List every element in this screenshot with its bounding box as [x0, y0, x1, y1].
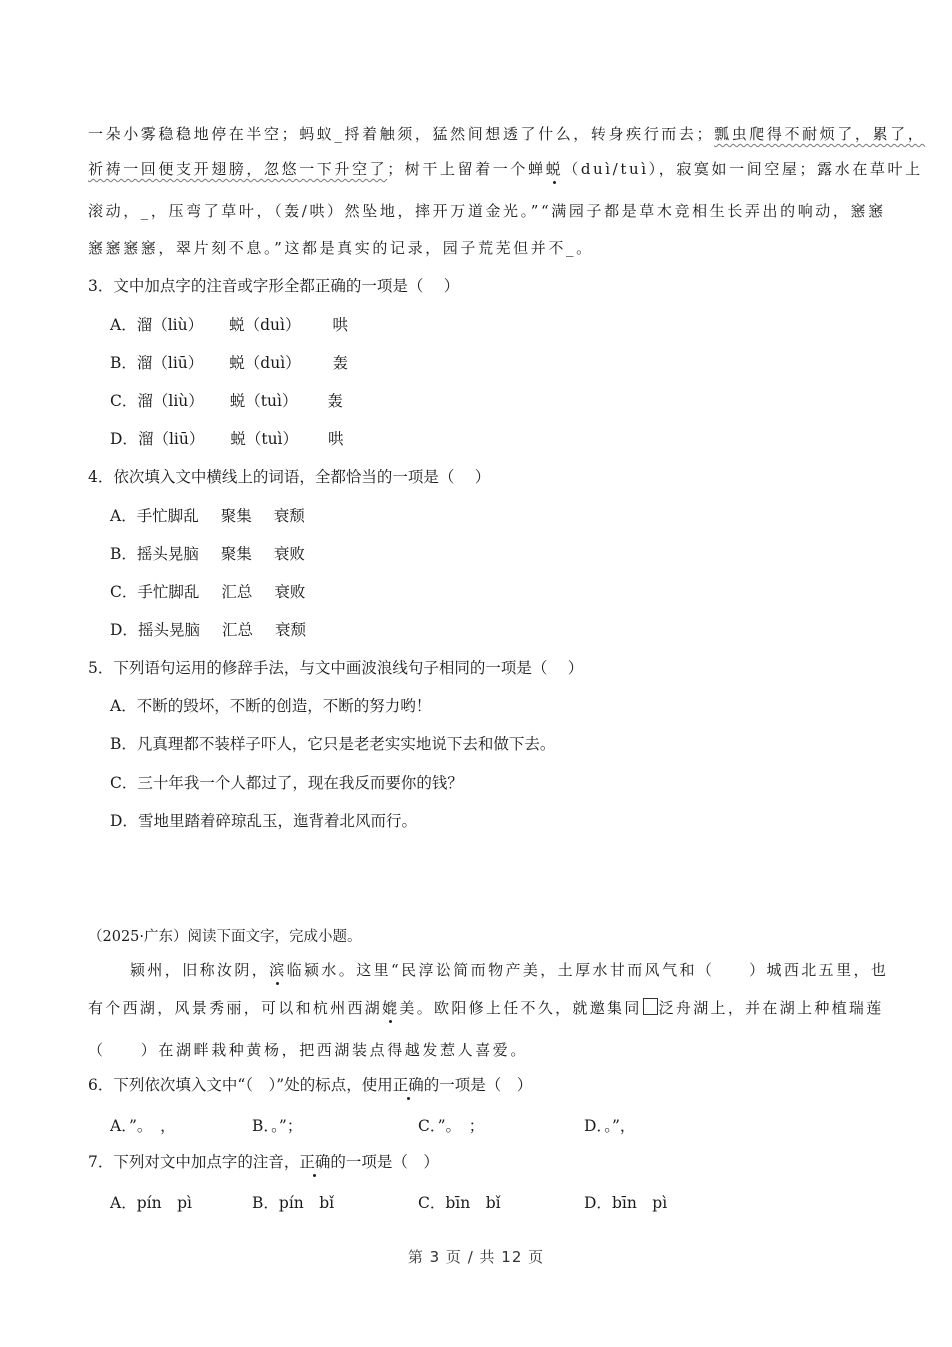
option-a [110, 694, 431, 718]
option-text: 。”； [271, 1117, 303, 1135]
option-part: 哄 [328, 430, 344, 448]
passage-line-4 [88, 236, 594, 260]
option-part: 摇头晃脑 [137, 621, 200, 639]
option-part: 哄 [332, 316, 348, 334]
option-b [110, 542, 305, 566]
option-part: 聚集 [220, 507, 252, 525]
option-part: 手忙脚乱 [136, 507, 199, 525]
option-part: 衰颓 [273, 507, 305, 525]
option-label: D． [110, 621, 138, 639]
option-text: ”。 ； [437, 1117, 485, 1135]
option-label: B． [252, 1117, 272, 1135]
option-label: A． [110, 697, 137, 715]
option-b [110, 351, 348, 375]
passage2-line-1 [130, 958, 888, 982]
option-label: D． [584, 1117, 605, 1135]
stem-text: 的一项是（ ） [423, 1076, 533, 1094]
option-label: D． [110, 812, 138, 830]
option-a [110, 504, 305, 528]
passage-text: 窸窸窸窸，翠片刻不息。”这都是真实的记录，园子荒芜但并不_。 [88, 239, 594, 257]
section-intro: （2025·广东）阅读下面文字，完成小题。 [88, 929, 362, 945]
passage-text: （duì/tuì），寂寞如一间空屋；露水在草叶上 [563, 160, 923, 178]
option-label: C． [110, 392, 138, 410]
passage-text: 一朵小雾稳稳地停在半空；蚂蚁_捋着触须，猛然间想透了什么，转身疾行而去； [88, 125, 715, 143]
question-7-stem [88, 1150, 439, 1174]
passage-line-3 [88, 199, 886, 223]
option-label: C． [418, 1117, 438, 1135]
option-c [110, 771, 463, 795]
option-part: 轰 [327, 392, 343, 410]
option-label: C． [110, 774, 138, 792]
option-d [584, 1191, 667, 1215]
dotted-character: 媲 [382, 999, 400, 1017]
option-label: B． [252, 1194, 279, 1212]
option-text: ”。 ， [128, 1117, 176, 1135]
option-label: B． [110, 545, 137, 563]
option-part: 轰 [332, 354, 349, 372]
option-label: A． [110, 316, 137, 334]
option-c [110, 580, 305, 604]
option-d [110, 809, 417, 833]
option-a [110, 1191, 192, 1215]
passage-line-1 [88, 122, 925, 146]
option-label: B． [110, 354, 137, 372]
question-3-stem: 3．文中加点字的注音或字形全都正确的一项是（ ） [88, 277, 460, 295]
option-d [110, 427, 344, 451]
passage-text: 美。欧阳修上任不久，就邀集同 [399, 999, 642, 1017]
option-part: 汇总 [221, 583, 253, 601]
option-text: bīn bǐ [445, 1194, 501, 1212]
wavy-underlined-sentence: 瓢虫爬得不耐烦了，累了， [714, 125, 926, 143]
stem-text: 的一项是（ ） [330, 1153, 439, 1171]
option-text: 不断的毁坏，不断的创造，不断的努力哟！ [136, 697, 432, 715]
option-part: 溜（liū） [137, 430, 205, 448]
option-d [584, 1114, 635, 1138]
option-b [252, 1191, 334, 1215]
passage-line-2 [88, 157, 923, 181]
passage-text: （ ）在湖畔栽种黄杨，把西湖装点得越发惹人喜爱。 [88, 1041, 529, 1059]
option-a [110, 1114, 176, 1138]
option-part: 溜（liù） [136, 316, 204, 334]
dotted-emphasis: 正确 [299, 1153, 331, 1171]
wavy-underlined-sentence: 祈祷一回便支开翅膀，忽悠一下升空了 [88, 160, 388, 178]
option-label: D． [110, 430, 138, 448]
option-text: 三十年我一个人都过了，现在我反而要你的钱？ [137, 774, 463, 792]
option-part: 蜕（tuì） [229, 392, 298, 410]
missing-character-box [643, 998, 658, 1015]
option-label: A． [110, 1194, 137, 1212]
option-label: B． [110, 735, 137, 753]
option-part: 蜕（tuì） [230, 430, 299, 448]
option-label: A． [110, 507, 137, 525]
stem-text: 6．下列依次填入文中“（ ）”处的标点，使用 [88, 1076, 393, 1094]
passage-text: 滚动，_，压弯了草叶，（轰/哄）然坠地，摔开万道金光。”“满园子都是草木竞相生长弄出的响动，窸窸 [88, 202, 886, 220]
option-part: 摇头晃脑 [136, 545, 199, 563]
option-c [110, 389, 343, 413]
option-c [418, 1191, 501, 1215]
option-text: pín bǐ [278, 1194, 335, 1212]
option-label: A． [110, 1117, 129, 1135]
option-part: 溜（liū） [136, 354, 204, 372]
passage-text: 有个西湖，风景秀丽，可以和杭州西湖 [88, 999, 383, 1017]
passage-text: 泛舟湖上，并在湖上种植瑞莲 [658, 999, 884, 1017]
option-a [110, 313, 348, 337]
passage2-line-3 [88, 1038, 528, 1062]
option-part: 衰败 [273, 545, 305, 563]
option-c [418, 1114, 484, 1138]
stem-text: 7．下列对文中加点字的注音， [88, 1153, 300, 1171]
question-4-stem: 4．依次填入文中横线上的词语，全都恰当的一项是（ ） [88, 468, 491, 486]
passage-text: ；树干上留着一个蝉 [387, 160, 546, 178]
option-text: bīn pì [611, 1194, 668, 1212]
passage-text: 颍州，旧称汝阴， [130, 961, 270, 979]
option-part: 汇总 [221, 621, 253, 639]
option-part: 聚集 [220, 545, 252, 563]
dotted-emphasis: 正确 [392, 1076, 424, 1094]
option-b [110, 732, 555, 756]
option-text: pín pì [136, 1194, 192, 1212]
option-part: 手忙脚乱 [137, 583, 200, 601]
option-part: 衰败 [274, 583, 306, 601]
option-part: 溜（liù） [137, 392, 204, 410]
passage2-line-2 [88, 996, 884, 1020]
option-part: 衰颓 [274, 621, 306, 639]
option-part: 蜕（duì） [229, 316, 301, 334]
page-number-footer: 第 3 页 / 共 12 页 [407, 1248, 545, 1266]
question-5-stem: 5．下列语句运用的修辞手法，与文中画波浪线句子相同的一项是（ ） [88, 659, 584, 677]
option-b [252, 1114, 302, 1138]
option-text: 凡真理都不装样子吓人，它只是老老实实地说下去和做下去。 [136, 735, 556, 753]
option-label: D． [584, 1194, 612, 1212]
option-text: 雪地里踏着碎琼乱玉，迤背着北风而行。 [137, 812, 417, 830]
option-text: 。”， [604, 1117, 636, 1135]
passage-text: 临颍水。这里“民淳讼简而物产美，土厚水甘而风气和（ ）城西北五里，也 [286, 961, 889, 979]
question-6-stem [88, 1073, 532, 1097]
option-label: C． [110, 583, 138, 601]
option-label: C． [418, 1194, 446, 1212]
dotted-character: 滨 [269, 961, 287, 979]
option-d [110, 618, 306, 642]
option-part: 蜕（duì） [229, 354, 301, 372]
dotted-character: 蜕 [545, 160, 564, 178]
